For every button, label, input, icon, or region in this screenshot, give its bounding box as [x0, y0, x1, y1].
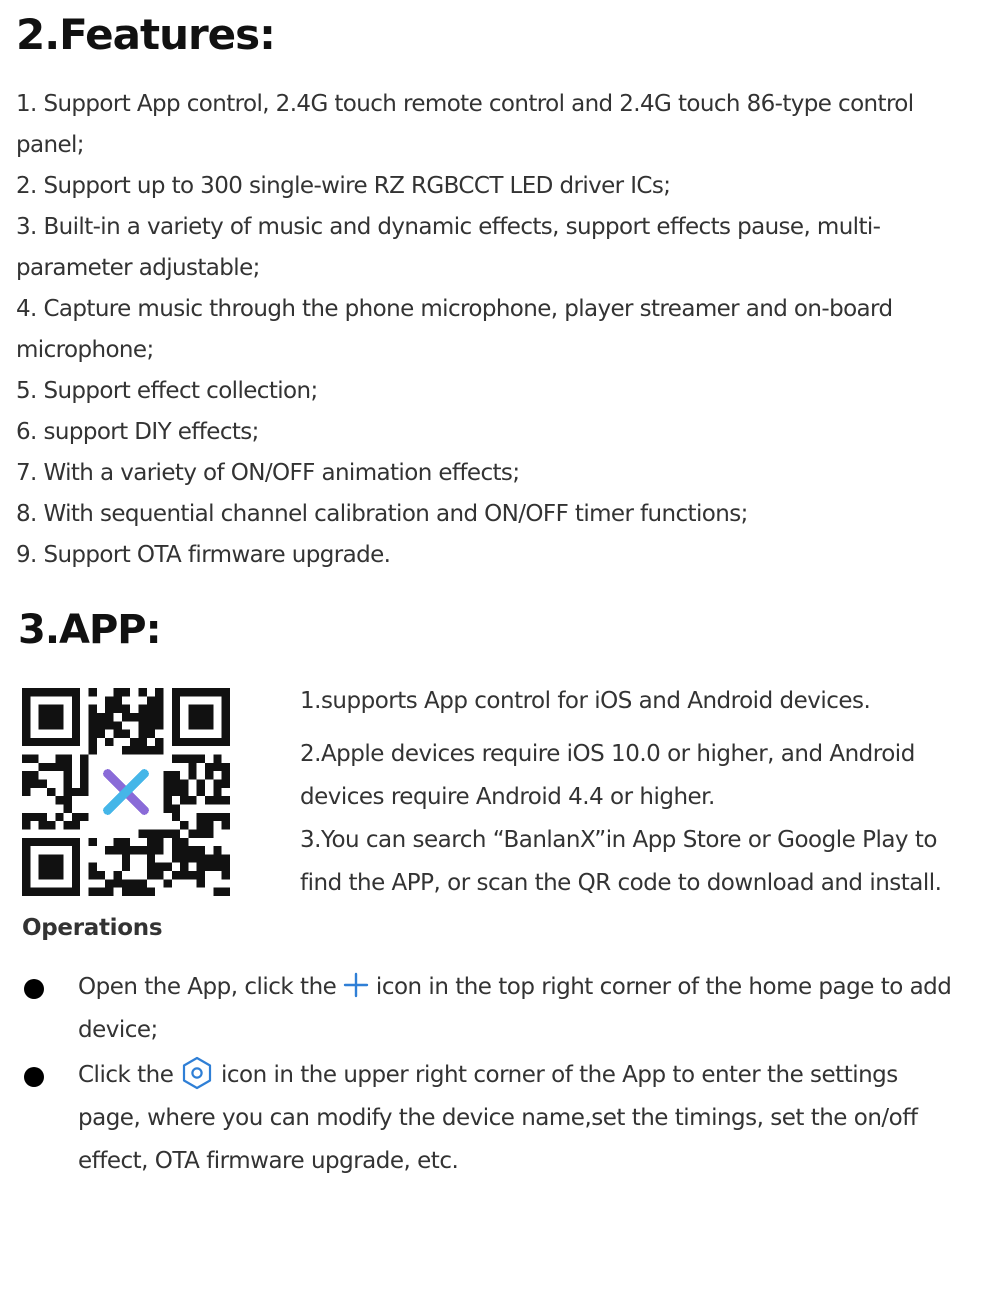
feature-item: 8. With sequential channel calibration and ON/OFF timer functions;: [16, 501, 748, 527]
features-list: [16, 84, 984, 576]
feature-item: 1. Support App control, 2.4G touch remote control and 2.4G touch 86-type control panel;: [16, 91, 914, 158]
feature-item: 7. With a variety of ON/OFF animation effects;: [16, 460, 520, 486]
qr-code-banlanx-icon[interactable]: [22, 688, 230, 896]
operation-text-before: Click the: [78, 1062, 181, 1088]
plus-icon: [343, 972, 369, 998]
operations-heading: Operations: [22, 915, 163, 941]
features-heading: 2.Features:: [16, 10, 275, 59]
settings-hexagon-icon: [180, 1056, 214, 1090]
app-heading: 3.APP:: [18, 607, 161, 653]
operation-item: [22, 1054, 962, 1183]
feature-item: 6. support DIY effects;: [16, 419, 259, 445]
operation-text-after: icon in the upper right corner of the App to enter the settings page, where you can modify the device name,set the timings, set the on/off effect, OTA firmware upgrade, etc.: [78, 1062, 918, 1174]
bullet-icon: [24, 1067, 44, 1087]
bullet-icon: [24, 979, 44, 999]
operation-text-before: Open the App, click the: [78, 974, 344, 1000]
operation-item: [22, 966, 962, 1052]
feature-item: 4. Capture music through the phone microphone, player streamer and on-board microphone;: [16, 296, 893, 363]
operations-list: [22, 966, 962, 1185]
feature-item: 5. Support effect collection;: [16, 378, 318, 404]
feature-item: 9. Support OTA firmware upgrade.: [16, 542, 391, 568]
feature-item: 2. Support up to 300 single-wire RZ RGBCCT LED driver ICs;: [16, 173, 671, 199]
app-description: [300, 680, 980, 905]
feature-item: 3. Built-in a variety of music and dynamic effects, support effects pause, multi-parameter adjustable;: [16, 214, 881, 281]
operation-text-after: icon in the top right corner of the home page to add device;: [78, 974, 952, 1043]
app-line: 2.Apple devices require iOS 10.0 or higher, and Android devices require Android 4.4 or higher.: [300, 741, 915, 810]
app-line: 1.supports App control for iOS and Android devices.: [300, 688, 871, 714]
app-line: 3.You can search “BanlanX”in App Store or Google Play to find the APP, or scan the QR code to download and install.: [300, 827, 942, 896]
